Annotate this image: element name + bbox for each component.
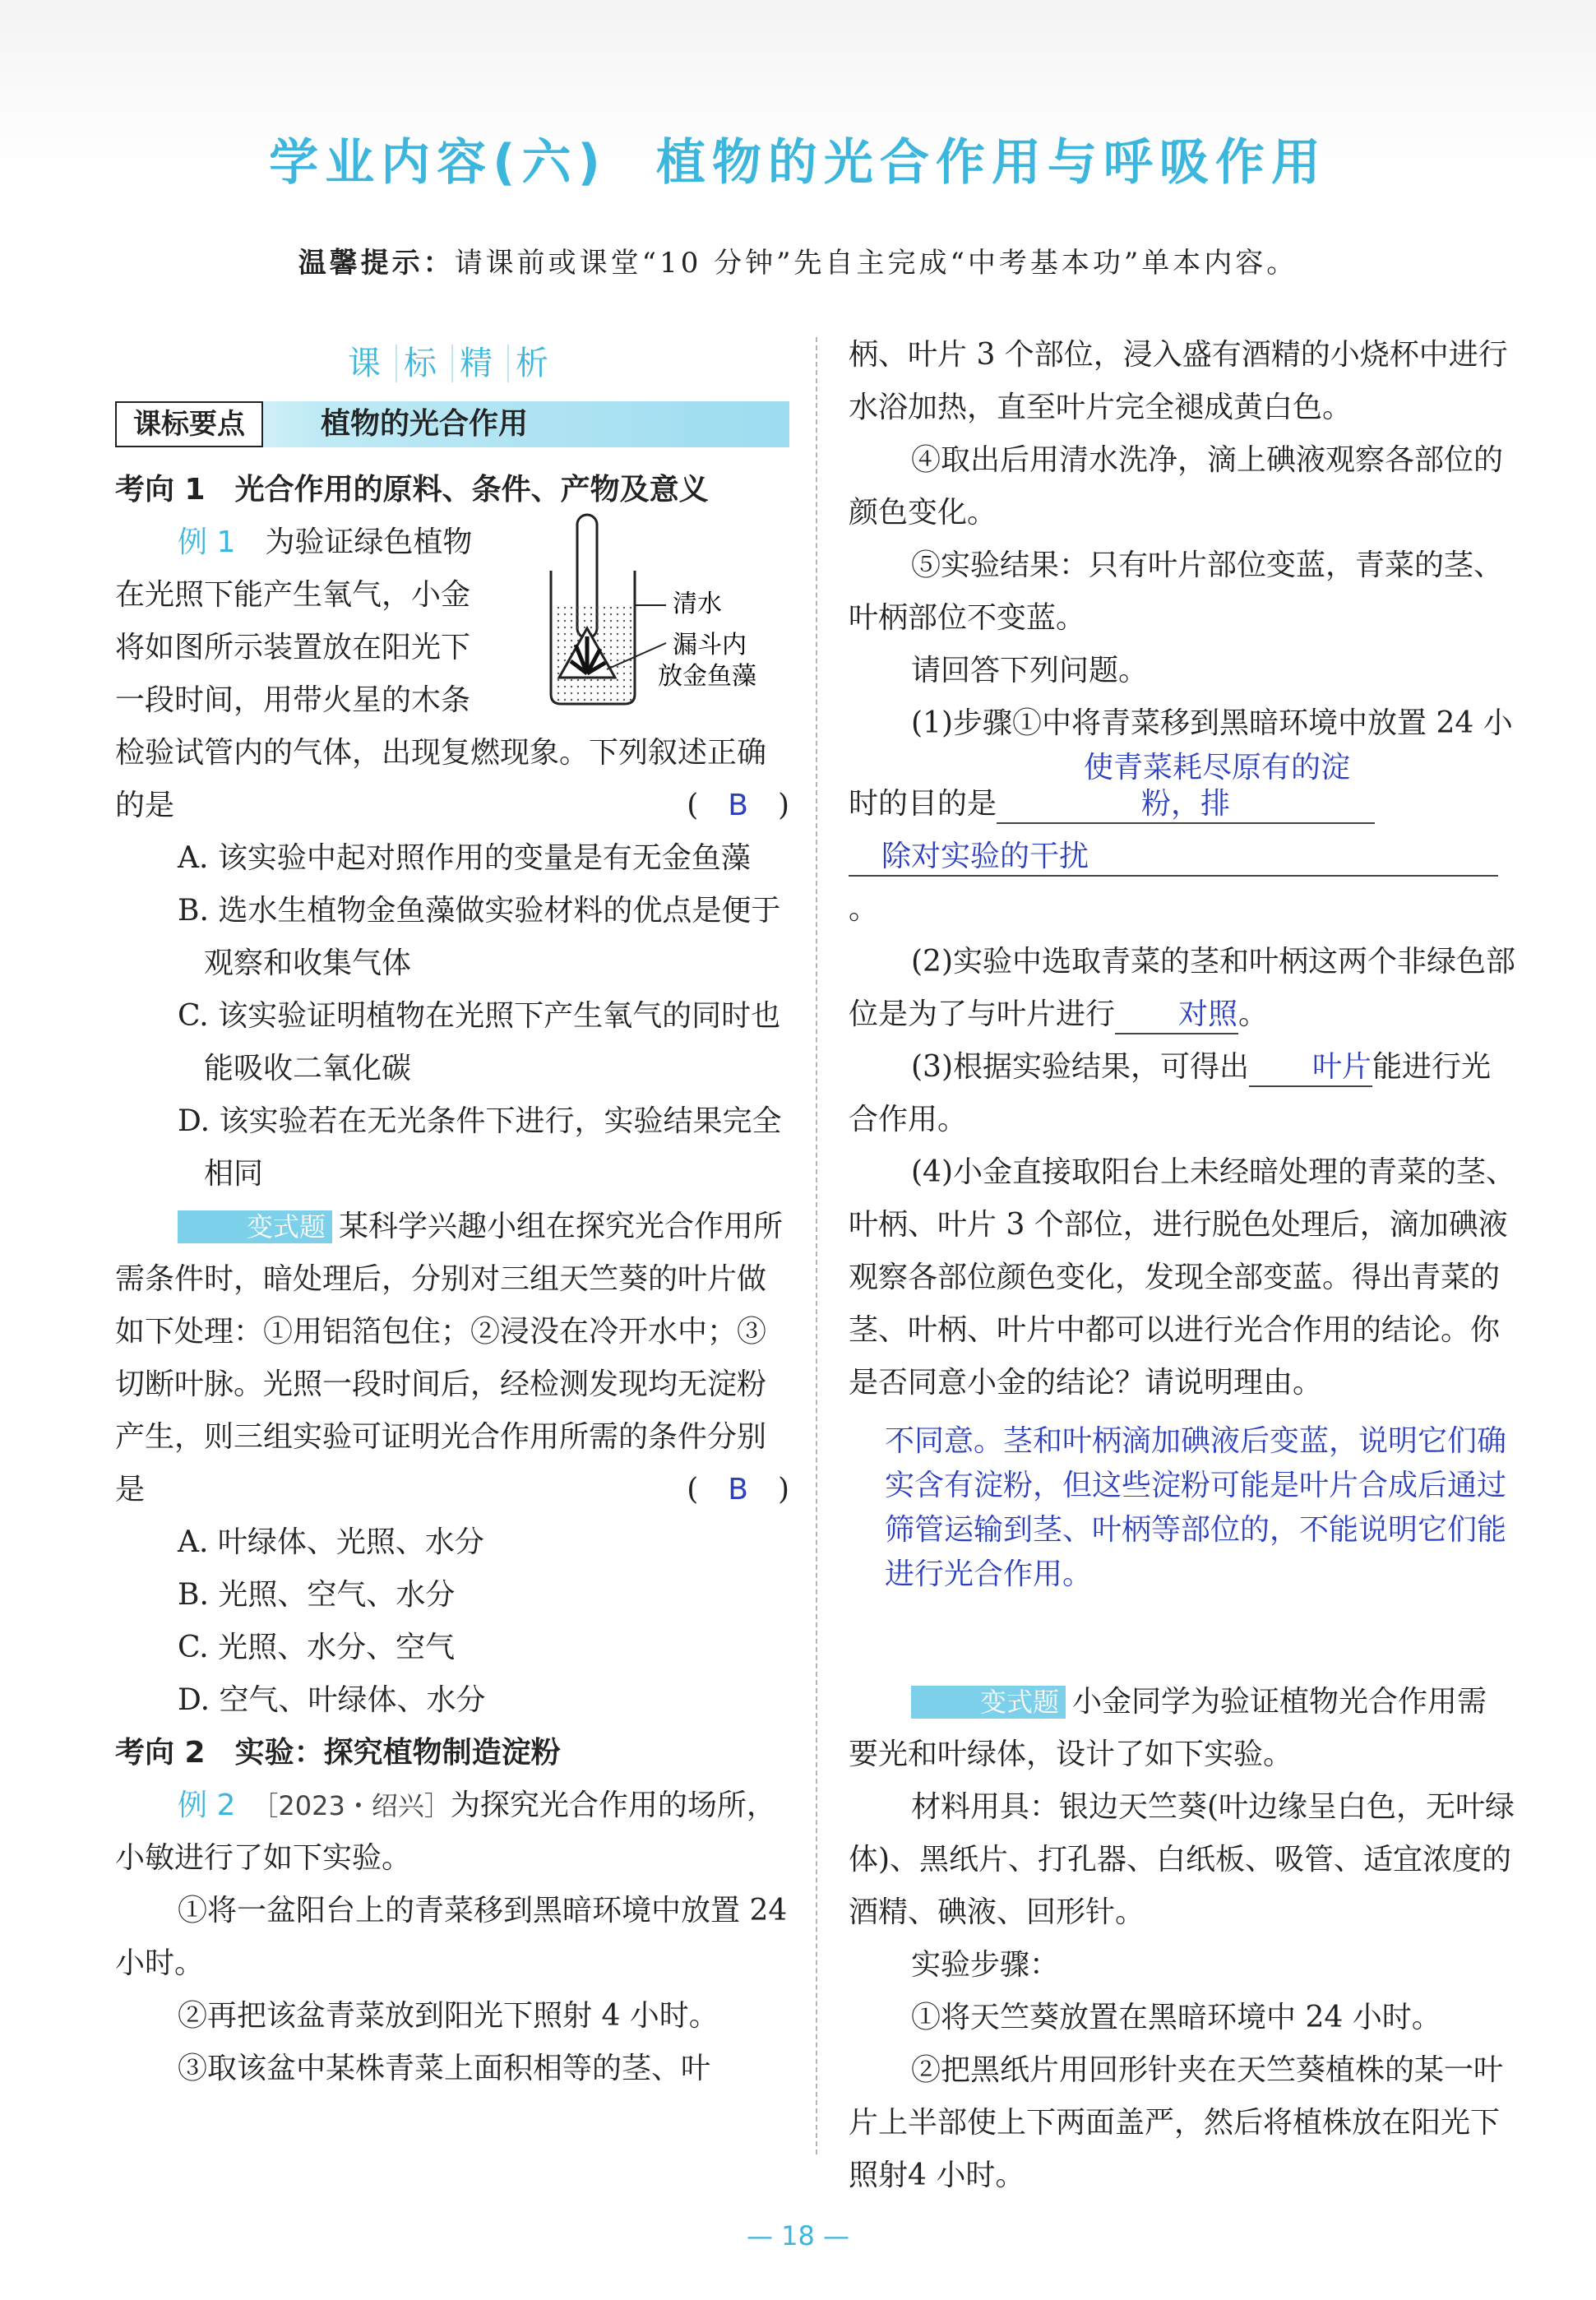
ex2-ask: 请回答下列问题。 <box>911 654 1149 687</box>
label-funnel-2: 放金鱼藻 <box>658 662 756 691</box>
ex1-tail: 检验试管内的气体，出现复燃现象。下列叙述正确的是 <box>115 736 767 822</box>
example-label: 例 1 <box>178 525 236 559</box>
page-title <box>0 123 1596 194</box>
example-label: 例 2 <box>178 1789 236 1822</box>
option: B. 选水生植物金鱼藻做实验材料的优点是便于观察和收集气体 <box>178 894 781 980</box>
ex2-step: ③取该盆中某株青菜上面积相等的茎、叶 <box>178 2052 711 2085</box>
question-3-tail: 能进行光合作用。 <box>849 1050 1492 1136</box>
answer-1a: 使青菜耗尽原有的淀粉，排 <box>997 750 1375 824</box>
kaoxiang-1: 考向 1 光合作用的原料、条件、产物及意义 <box>115 473 709 507</box>
question-2: (2)实验中选取青菜的茎和叶柄这两个非绿色部位是为了与叶片进行 <box>849 945 1515 1031</box>
example-1 <box>115 516 789 1201</box>
ex2-step: ④取出后用清水洗净，滴上碘液观察各部位的颜色变化。 <box>849 443 1504 530</box>
topic-banner <box>115 401 789 447</box>
ex2-step: ②再把该盆青菜放到阳光下照射 4 小时。 <box>178 1999 719 2033</box>
ex2-step: ①将一盆阳台上的青菜移到黑暗环境中放置 24 小时。 <box>115 1894 788 1980</box>
title-part2: 植物的光合作用与呼吸作用 <box>655 134 1327 192</box>
answer-3: 叶片 <box>1249 1049 1372 1087</box>
page-number: — 18 — <box>746 2220 850 2251</box>
question-1: (1)步骤①中将青菜移到黑暗环境中放置 24 小时的目的是 <box>849 706 1513 821</box>
title-part1: 学业内容(六) <box>269 134 607 192</box>
ex2-step: ⑤实验结果：只有叶片部位变蓝，青菜的茎、叶柄部位不变蓝。 <box>849 548 1504 635</box>
ex1-answer: B <box>728 789 748 822</box>
materials: 材料用具：银边天竺葵(叶边缘呈白色，无叶绿体)、黑纸片、打孔器、白纸板、吸管、适宜浓度的酒精、碘液、回形针。 <box>849 1790 1515 1929</box>
tip-text: 请课前或课堂“10 分钟”先自主完成“中考基本功”单本内容。 <box>454 247 1298 280</box>
variant-2 <box>849 1676 1516 2202</box>
left-column <box>115 329 789 2095</box>
answer-paren: ( B ) <box>687 789 789 822</box>
label-water: 清水 <box>673 590 722 618</box>
ex1-line: 一段时间，用带火星的木条 <box>115 683 471 717</box>
option: D. 空气、叶绿体、水分 <box>178 1683 486 1717</box>
option: A. 该实验中起对照作用的变量是有无金鱼藻 <box>178 841 751 875</box>
tip-label: 温馨提示： <box>298 247 455 280</box>
kaoxiang-2: 考向 2 实验：探究植物制造淀粉 <box>115 1736 561 1770</box>
banner-name: 植物的光合作用 <box>321 407 529 441</box>
section-title <box>115 337 789 390</box>
variant-text: 小金同学为验证植物光合作用需要光和叶绿体，设计了如下实验。 <box>849 1685 1487 1771</box>
steps-label: 实验步骤： <box>911 1948 1060 1982</box>
step: ②把黑纸片用回形针夹在天竺葵植株的某一叶片上半部使上下两面盖严，然后将植株放在阳光下照射4 小时。 <box>849 2053 1504 2192</box>
variant-label: 变式题 <box>911 1686 1066 1719</box>
section-char: 标 <box>397 345 453 382</box>
funnel-apparatus-figure <box>543 513 789 710</box>
section-char: 精 <box>453 345 509 382</box>
ex1-line: 为验证绿色植物 <box>265 525 473 559</box>
ex2-continued: 柄、叶片 3 个部位，浸入盛有酒精的小烧杯中进行水浴加热，直至叶片完全褪成黄白色。 <box>849 338 1508 424</box>
answer-1b: 除对实验的干扰 <box>849 839 1498 877</box>
option: A. 叶绿体、光照、水分 <box>178 1525 484 1559</box>
option: C. 光照、水分、空气 <box>178 1631 456 1664</box>
question-3: (3)根据实验结果，可得出 <box>911 1050 1249 1084</box>
section-char: 析 <box>516 345 557 382</box>
label-funnel-1: 漏斗内 <box>673 631 747 659</box>
question-4: (4)小金直接取阳台上未经暗处理的青菜的茎、叶柄、叶片 3 个部位，进行脱色处理后，滴加碘液观察各部位颜色变化，发现全部变蓝。得出青菜的茎、叶柄、叶片中都可以进行光合作用的结论。你是否同意小金的结论？请说明理由。 <box>849 1155 1515 1400</box>
right-column: 柄、叶片 3 个部位，浸入盛有酒精的小烧杯中进行水浴加热，直至叶片完全褪成黄白色。 ④取出后用清水洗净，滴上碘液观察各部位的颜色变化。 ⑤实验结果：只有叶片部位变蓝，青菜的茎、叶柄部位不变蓝。 请回答下列问题。 (1)步骤①中将青菜移到黑暗环境中放置 24 小时的目的是使青菜耗尽原有的淀粉，排 除对实验的干扰。 (2)实验中选取青菜的茎和叶柄这两个非绿色部位是为了与叶片进行 对照。 (3)根据实验结果，可得出 叶片能进行光合作用。 (4)小金直接取阳台上未经暗处理的青菜的茎、叶柄、叶片 3 个部位，进行脱色处理后，滴加碘液观察各部位颜色变化，发现全部变蓝。得出青菜的茎、叶柄、叶片中都可以进行光合作用的结论。你是否同意小金的结论？请说明理由。 不同意。茎和叶柄滴加碘液后变蓝，说明它们确实含有淀粉，但这些淀粉可能是叶片合成后通过筛管运输到茎、叶柄等部位的，不能说明它们能进行光合作用。 变式题 小金同学为验证植物光合作用需要光和叶绿体，设计了如下实验。 材料用具：银边天竺葵(叶边缘呈白色，无叶绿体)、黑纸片、打孔器、白纸板、吸管、适宜浓度的酒精、碘液、回形针。 实验步骤： ①将天竺葵放置在黑暗环境中 24 小时。 ②把黑纸片用回形针夹在天竺葵植株的某一叶片上半部使上下两面盖严，然后将植株放在阳光下照射4 小时。 <box>849 329 1516 2202</box>
answer-paren: ( B ) <box>687 1473 789 1506</box>
banner-tag: 课标要点 <box>115 401 263 447</box>
ex1-line: 将如图所示装置放在阳光下 <box>115 631 471 664</box>
step: ①将天竺葵放置在黑暗环境中 24 小时。 <box>911 2001 1441 2034</box>
option: C. 该实验证明植物在光照下产生氧气的同时也能吸收二氧化碳 <box>178 999 781 1085</box>
ex2-source: ［2023・绍兴］ <box>265 1790 451 1821</box>
option: B. 光照、空气、水分 <box>178 1578 456 1612</box>
tip <box>0 240 1596 280</box>
option: D. 该实验若在无光条件下进行，实验结果完全相同 <box>178 1104 782 1191</box>
variant-text: 某科学兴趣小组在探究光合作用所需条件时，暗处理后，分别对三组天竺葵的叶片做如下处理：①用铝箔包住；②浸没在冷开水中；③切断叶脉。光照一段时间后，经检测发现均无淀粉产生，则三组实验可证明光合作用所需的条件分别是 <box>115 1210 784 1506</box>
ex1-line: 在光照下能产生氧气，小金 <box>115 578 471 612</box>
answer-2: 对照 <box>1115 997 1238 1034</box>
answer-4: 不同意。茎和叶柄滴加碘液后变蓝，说明它们确实含有淀粉，但这些淀粉可能是叶片合成后通过筛管运输到茎、叶柄等部位的，不能说明它们能进行光合作用。 <box>885 1424 1507 1591</box>
example-2 <box>115 1779 789 2095</box>
variant-1 <box>115 1201 789 1727</box>
v1-answer: B <box>728 1473 748 1506</box>
column-divider <box>816 337 817 2154</box>
ex2-text: 为探究光合作用的场所，小敏进行了如下实验。 <box>115 1789 776 1875</box>
section-char: 课 <box>341 345 397 382</box>
variant-label: 变式题 <box>178 1210 332 1243</box>
